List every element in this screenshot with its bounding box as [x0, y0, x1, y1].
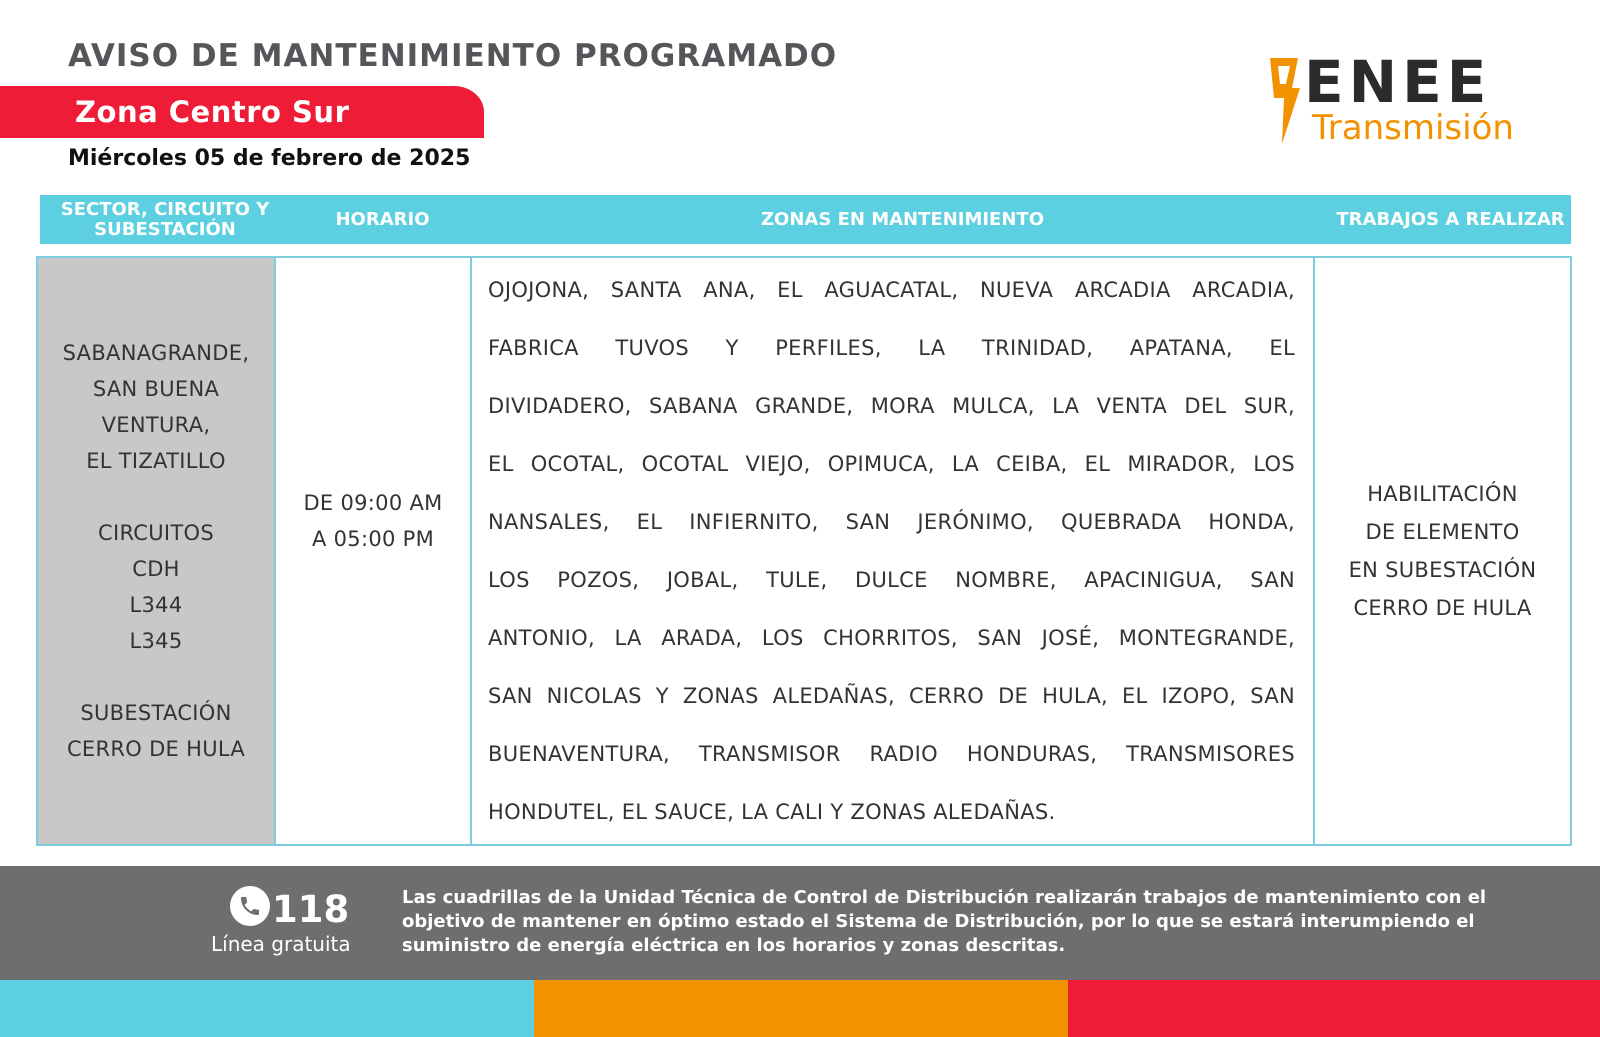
sector-line: EL TIZATILLO — [86, 449, 226, 473]
zone-line: SAN NICOLAS Y ZONAS ALEDAÑAS, CERRO DE HULA, EL IZOPO, SAN — [488, 684, 1295, 708]
phone-icon — [238, 894, 262, 918]
footer-bar — [0, 866, 1600, 980]
footer-notice: Las cuadrillas de la Unidad Técnica de Control de Distribución realizarán trabajos de mantenimiento con el objetivo de mantener en óptimo estado el Sistema de Distribución, por lo que se estará interumpiendo el suministro de energía eléctrica en los horarios y zonas descritas. — [402, 887, 1487, 956]
zones-cell — [472, 256, 1315, 846]
zone-line: NANSALES, EL INFIERNITO, SAN JERÓNIMO, QUEBRADA HONDA, — [488, 510, 1295, 534]
zone-label: Zona Centro Sur — [75, 95, 350, 129]
zone-line: ANTONIO, LA ARADA, LOS CHORRITOS, SAN JOSÉ, MONTEGRANDE, — [488, 626, 1295, 650]
column-header-work: TRABAJOS A REALIZAR — [1336, 208, 1565, 230]
circuit-line: CDH — [132, 557, 180, 581]
work-line: HABILITACIÓN — [1367, 482, 1518, 506]
logo-name: ENEE — [1304, 48, 1492, 116]
zone-banner — [0, 86, 484, 138]
circuit-line: CIRCUITOS — [97, 521, 215, 545]
sector-cell — [36, 256, 276, 846]
column-header-sector: SECTOR, CIRCUITO Y SUBESTACIÓN — [60, 198, 270, 240]
table-header — [40, 195, 1571, 244]
stripe-cyan — [0, 980, 534, 1037]
column-header-zones: ZONAS EN MANTENIMIENTO — [761, 208, 1044, 230]
date-label: Miércoles 05 de febrero de 2025 — [68, 146, 471, 171]
page-title: AVISO DE MANTENIMIENTO PROGRAMADO — [68, 38, 838, 74]
phone-label: Línea gratuita — [211, 932, 351, 956]
lightning-bolt-icon — [1268, 58, 1302, 144]
zone-line: LOS POZOS, JOBAL, TULE, DULCE NOMBRE, APACINIGUA, SAN — [488, 568, 1295, 592]
work-line: EN SUBESTACIÓN — [1348, 558, 1537, 582]
zone-line: DIVIDADERO, SABANA GRANDE, MORA MULCA, LA VENTA DEL SUR, — [488, 394, 1295, 418]
zone-line: BUENAVENTURA, TRANSMISOR RADIO HONDURAS, TRANSMISORES — [488, 742, 1295, 766]
work-line: CERRO DE HULA — [1353, 596, 1532, 620]
zone-line: FABRICA TUVOS Y PERFILES, LA TRINIDAD, APATANA, EL — [488, 336, 1295, 360]
maintenance-table — [36, 256, 1572, 850]
substation-line: SUBESTACIÓN — [80, 701, 232, 725]
sector-line: SAN BUENA — [92, 377, 220, 401]
substation-line: CERRO DE HULA — [66, 737, 246, 761]
zone-line: EL OCOTAL, OCOTAL VIEJO, OPIMUCA, LA CEIBA, EL MIRADOR, LOS — [488, 452, 1295, 476]
stripe-red — [1068, 980, 1600, 1037]
phone-badge — [230, 886, 270, 926]
stripe-orange — [534, 980, 1068, 1037]
logo-subtitle: Transmisión — [1312, 108, 1514, 148]
enee-logo — [1268, 48, 1568, 154]
sector-line: VENTURA, — [101, 413, 211, 437]
circuit-line: L345 — [129, 629, 183, 653]
phone-number: 118 — [272, 888, 350, 931]
work-line: DE ELEMENTO — [1365, 520, 1520, 544]
zone-line: HONDUTEL, EL SAUCE, LA CALI Y ZONAS ALEDAÑAS. — [488, 800, 1056, 824]
sector-line: SABANAGRANDE, — [62, 341, 250, 365]
work-cell — [1315, 256, 1572, 846]
schedule-start: DE 09:00 AM — [303, 491, 443, 515]
zone-line: OJOJONA, SANTA ANA, EL AGUACATAL, NUEVA ARCADIA ARCADIA, — [488, 278, 1295, 302]
schedule-cell — [276, 256, 472, 846]
column-header-schedule: HORARIO — [335, 208, 430, 230]
circuit-line: L344 — [129, 593, 183, 617]
schedule-end: A 05:00 PM — [311, 527, 435, 551]
